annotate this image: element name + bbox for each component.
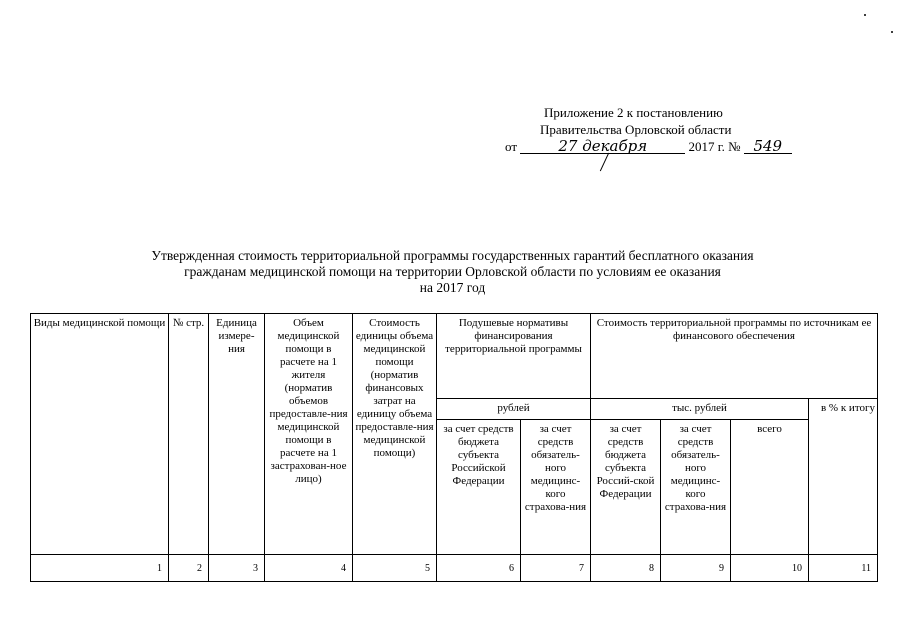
header-unit-cost: Стоимость единицы объема медицинской помощи (норматив финансовых затрат на единицу объема предоставле-ния медицинской помощи) (353, 314, 437, 555)
pen-stroke (600, 153, 609, 172)
header-budget-rf: за счет средств бюджета субъекта Российской Федерации (437, 420, 521, 555)
column-number: 7 (521, 555, 591, 582)
title-line-3: на 2017 год (419, 280, 486, 295)
column-number: 2 (169, 555, 209, 582)
government-line: Правительства Орловской области (540, 122, 732, 137)
column-number: 11 (809, 555, 878, 582)
number-label: № (728, 139, 741, 154)
header-per-capita-group: Подушевые нормативы финансирования территориальной программы (437, 314, 591, 399)
header-care-types: Виды медицинской помощи (31, 314, 169, 555)
handwritten-date: 27 декабря (520, 139, 685, 154)
column-number: 9 (661, 555, 731, 582)
column-number: 6 (437, 555, 521, 582)
column-number: 5 (353, 555, 437, 582)
header-oms: за счет средств обязатель-ного медицинс-кого страхова-ния (521, 420, 591, 555)
speck (891, 31, 893, 33)
header-rubles: рублей (437, 399, 591, 420)
column-number: 3 (209, 555, 265, 582)
column-number: 10 (731, 555, 809, 582)
year-label: 2017 г. (688, 139, 725, 154)
column-number: 4 (265, 555, 353, 582)
title-line-2: гражданам медицинской помощи на территории Орловской области по условиям ее оказания (184, 264, 721, 279)
resolution-header (500, 104, 792, 155)
date-line (500, 138, 792, 155)
header-total: всего (731, 420, 809, 555)
header-thousand-rubles: тыс. рублей (591, 399, 809, 420)
cost-table (30, 313, 878, 582)
header-percent-total: в % к итогу (809, 399, 878, 555)
header-budget-rf-2: за счет средств бюджета субъекта Россий-ской Федерации (591, 420, 661, 555)
header-program-cost-group: Стоимость территориальной программы по источникам ее финансового обеспечения (591, 314, 878, 399)
document-title (60, 248, 845, 296)
header-volume: Объем медицинской помощи в расчете на 1 жителя (норматив объемов предоставле-ния медицинской помощи в расчете на 1 застрахован-ное лицо) (265, 314, 353, 555)
header-oms-2: за счет средств обязатель-ного медицинс-кого страхова-ния (661, 420, 731, 555)
from-label: от (505, 139, 518, 154)
title-line-1: Утвержденная стоимость территориальной программы государственных гарантий бесплатного оказания (151, 248, 754, 263)
column-number-row (31, 555, 878, 582)
appendix-line: Приложение 2 к постановлению (544, 105, 723, 120)
speck (864, 14, 866, 16)
header-row-number: № стр. (169, 314, 209, 555)
header-unit: Единица измере-ния (209, 314, 265, 555)
column-number: 1 (31, 555, 169, 582)
column-number: 8 (591, 555, 661, 582)
handwritten-number: 549 (744, 139, 792, 154)
